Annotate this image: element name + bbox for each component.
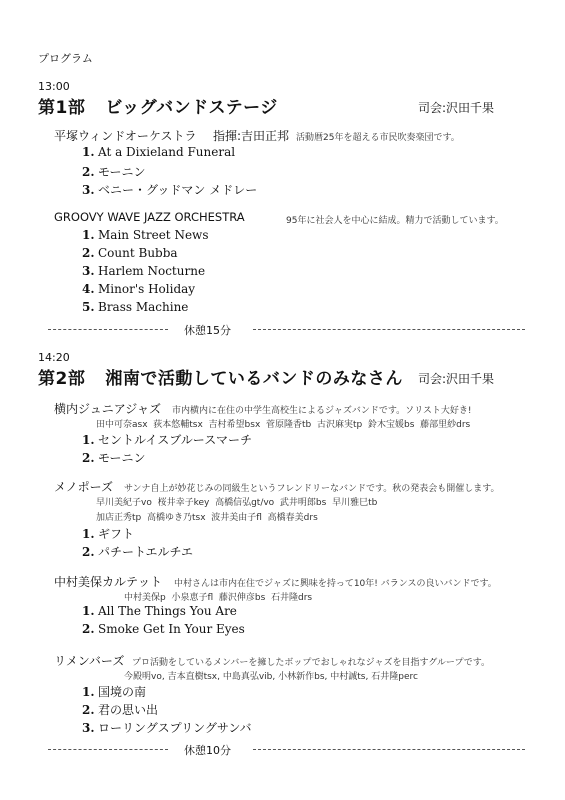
band-description: 95年に社会人を中心に結成。精力で活動しています。 <box>286 216 504 226</box>
song-item: 2. Count Bubba <box>82 246 178 260</box>
part1-number: 第1部 <box>38 98 86 118</box>
song-item: 1. ギフト <box>82 527 135 541</box>
part2-time: 14:20 <box>38 351 70 364</box>
song-item: 3. ローリングスプリングサンバ <box>82 721 252 735</box>
part1-title-text: ビッグバンドステージ <box>105 98 278 118</box>
song-item: 2. Smoke Get In Your Eyes <box>82 622 245 636</box>
song-item: 4. Minor's Holiday <box>82 282 196 296</box>
part1-mc: 司会:沢田千果 <box>418 101 495 115</box>
part2-title-text: 湘南で活動しているバンドのみなさん <box>105 369 403 389</box>
part2-mc: 司会:沢田千果 <box>418 372 495 386</box>
part1-title <box>38 93 278 118</box>
song-item: 1. セントルイスブルースマーチ <box>82 433 252 447</box>
band-members: 田中可奈asx 荻本悠輔tsx 吉村希望bsx 菅原隆香tb 古沢麻実tp 鈴木宝媛bs 藤部里紗drs <box>96 420 471 430</box>
band-conductor: 指揮:吉田正邦 <box>213 129 290 143</box>
band-members: 加店正秀tp 高橋ゆき乃tsx 波井美由子fl 高橋春美drs <box>96 513 318 523</box>
song-item: 1. At a Dixieland Funeral <box>82 145 236 159</box>
band-name: GROOVY WAVE JAZZ ORCHESTRA <box>54 210 245 224</box>
band-name: 中村美保カルテット <box>54 575 163 589</box>
song-item: 1. 国境の南 <box>82 685 147 699</box>
band-members: 今殿明vo, 吉本直樹tsx, 中島真弘vib, 小林新作bs, 中村誠ts, 石井隆perc <box>124 672 418 682</box>
band-members: 中村美保p 小泉恵子fl 藤沢伸彦bs 石井隆drs <box>124 593 313 603</box>
song-item: 2. パチートエルチエ <box>82 545 194 559</box>
band-description: 市内横内に在住の中学生高校生によるジャズバンドです。ソリスト大好き! <box>172 406 472 416</box>
song-item: 2. 君の思い出 <box>82 703 159 717</box>
break-divider <box>253 329 525 330</box>
song-item: 2. モーニン <box>82 165 146 179</box>
band-name: 平塚ウィンドオーケストラ <box>54 129 197 143</box>
part1-time: 13:00 <box>38 80 70 93</box>
band-description: 活動暦25年を超える市民吹奏楽団です。 <box>296 133 460 143</box>
break-divider <box>48 329 168 330</box>
song-item: 5. Brass Machine <box>82 300 189 314</box>
band-description: 中村さんは市内在住でジャズに興味を持って10年! バランスの良いバンドです。 <box>174 579 497 589</box>
band-name: 横内ジュニアジャズ <box>54 402 162 416</box>
song-item: 3. ベニー・グッドマン メドレー <box>82 183 258 197</box>
break-label: 休憩15分 <box>184 324 231 337</box>
song-item: 1. Main Street News <box>82 228 209 242</box>
part2-title <box>38 364 403 389</box>
song-item: 1. All The Things You Are <box>82 604 237 618</box>
band-description: プロ活動をしているメンバーを擁したボップでおしゃれなジャズを目指すグループです。 <box>132 658 491 668</box>
break-divider <box>48 749 168 750</box>
song-item: 2. モーニン <box>82 451 146 465</box>
part2-number: 第2部 <box>38 369 86 389</box>
program-heading: プログラム <box>38 52 93 65</box>
band-members: 早川美紀子vo 桜井幸子key 高橋信弘gt/vo 武井明郎bs 早川雅巳tb <box>96 498 378 508</box>
break-divider <box>253 749 525 750</box>
break-label: 休憩10分 <box>184 744 231 757</box>
band-name: リメンバーズ <box>54 654 125 668</box>
band-description: サンナ自上が妙花じみの同級生というフレンドリーなバンドです。秋の発表会も開催します。 <box>124 484 500 494</box>
song-item: 3. Harlem Nocturne <box>82 264 206 278</box>
band-name: メノポーズ <box>54 480 114 494</box>
